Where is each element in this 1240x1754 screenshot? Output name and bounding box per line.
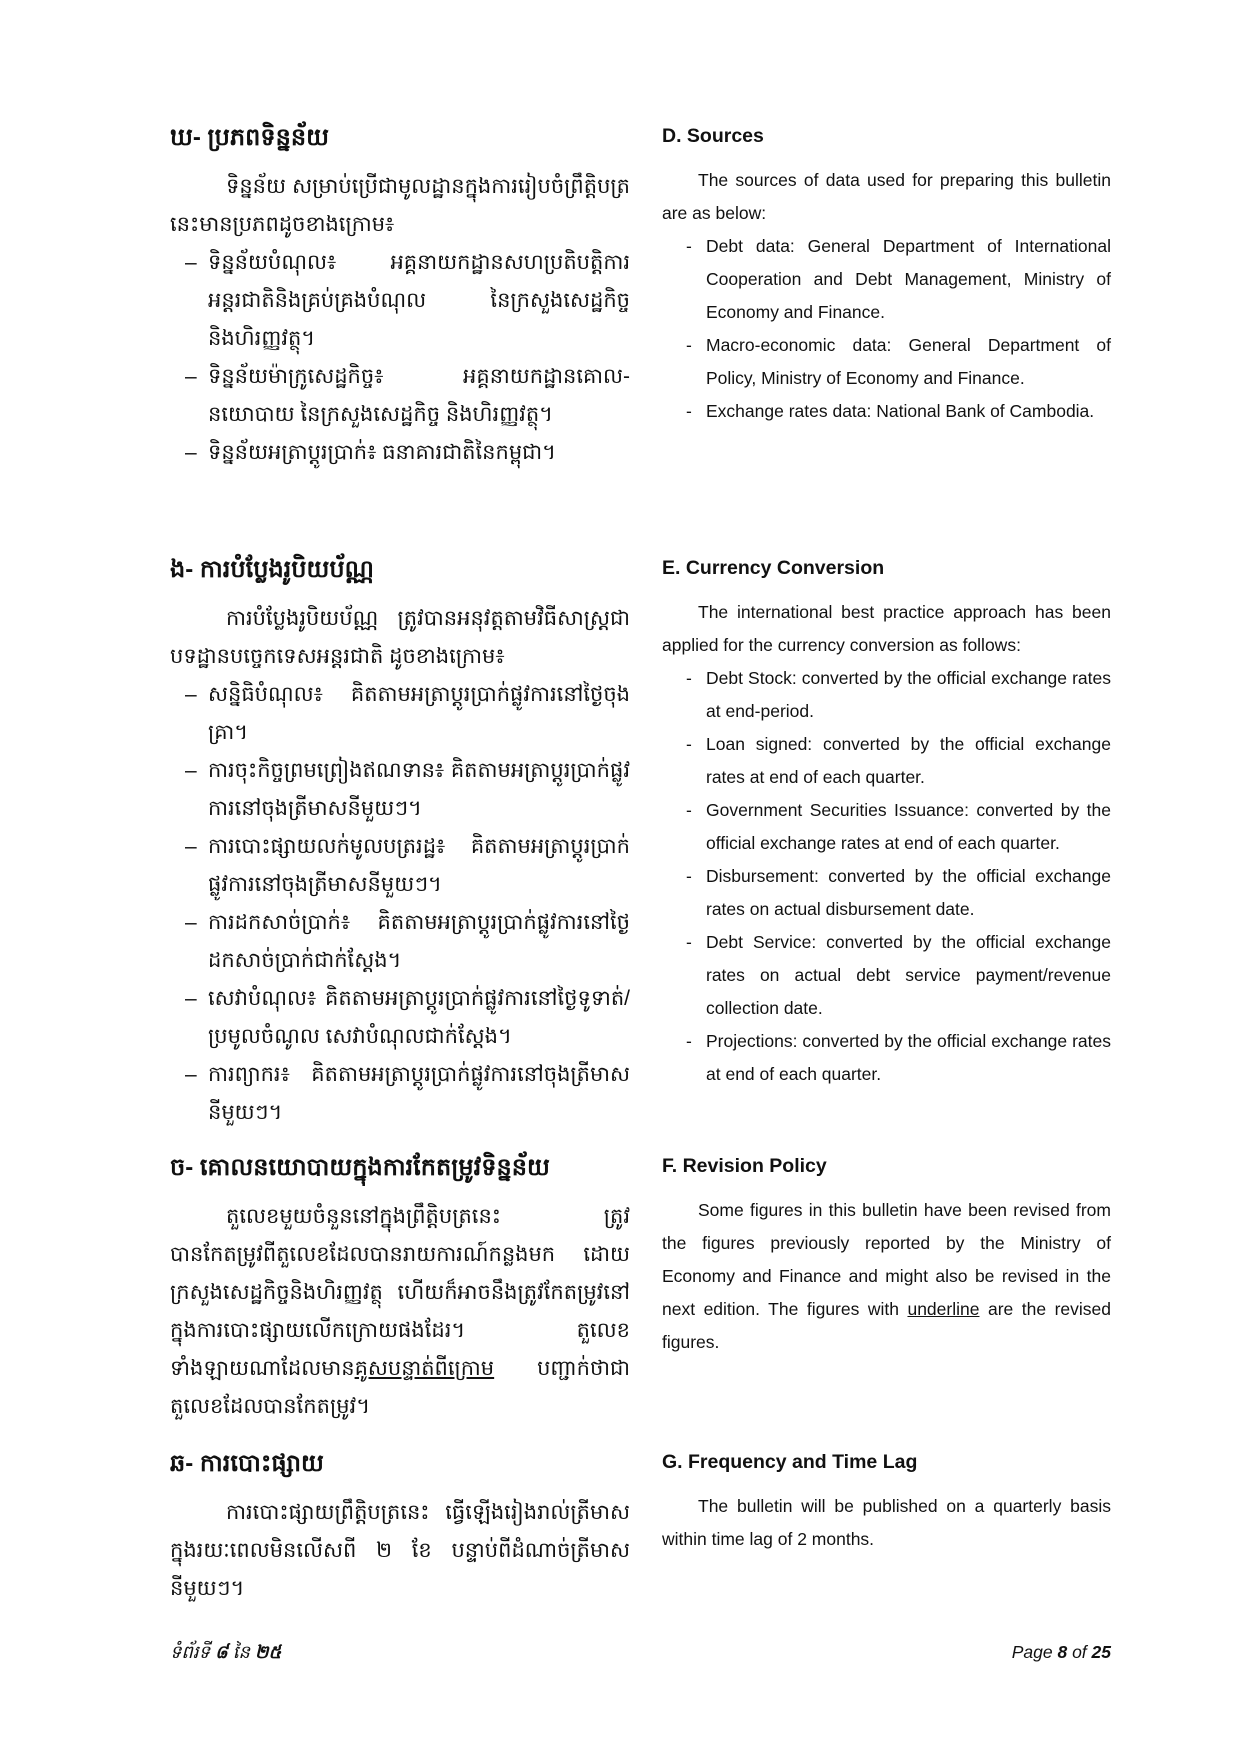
frequency-kh-heading: ឆ- ការបោះផ្សាយ [170, 1450, 324, 1477]
frequency-khmer-column [170, 1442, 630, 1608]
currency-kh-bullet-text: ការចុះកិច្ចព្រមព្រៀងឥណទាន៖ គិតតាមអត្រាប្តូរប្រាក់ផ្លូវការនៅចុងត្រីមាសនីមួយៗ។ [208, 759, 630, 820]
dash-marker: – [185, 1063, 197, 1086]
footer-en-label: Page [1011, 1642, 1058, 1662]
currency-en-bullet [662, 926, 1111, 1025]
dash-marker: - [686, 932, 692, 952]
dash-marker: – [185, 911, 197, 934]
dash-marker: - [686, 734, 692, 754]
dash-marker: – [185, 365, 197, 388]
revision-kh-body [170, 1198, 630, 1426]
sources-en-bullet [662, 329, 1111, 395]
currency-en-bullet-text: Disbursement: converted by the official exchange rates on actual disbursement date. [706, 866, 1111, 919]
currency-kh-bullet [170, 904, 630, 980]
sources-kh-bullet [170, 434, 630, 472]
footer-page-number-english [1012, 1642, 1111, 1663]
sources-en-bullet-text: Debt data: General Department of International Cooperation and Debt Management, Ministry of Economy and Finance. [706, 236, 1111, 322]
footer-kh-page-num: ៨ [215, 1642, 228, 1662]
currency-kh-bullet-text: សេវាបំណុល៖ គិតតាមអត្រាប្តូរប្រាក់ផ្លូវការនៅថ្ងៃទូទាត់/ប្រមូលចំណូល សេវាបំណុលជាក់ស្តែង។ [208, 987, 630, 1048]
dash-marker: - [686, 401, 692, 421]
currency-kh-heading: ង- ការបំប្លែងរូបិយប័ណ្ណ [170, 556, 374, 583]
sources-kh-bullet-text: ទិន្នន័យបំណុល៖ អគ្គនាយកដ្ឋានសហប្រតិបត្តិការអន្តរជាតិនិងគ្រប់គ្រងបំណុល នៃក្រសួងសេដ្ឋកិច្ចនិងហិរញ្ញវត្ថុ។ [208, 251, 630, 350]
page-footer [170, 1640, 1111, 1667]
revision-khmer-column [170, 1146, 630, 1426]
footer-kh-label: ទំព័រទី [170, 1642, 215, 1662]
frequency-en-heading: G. Frequency and Time Lag [662, 1451, 918, 1473]
sources-en-bullet-text: Macro-economic data: General Department of Policy, Ministry of Economy and Finance. [706, 335, 1111, 388]
currency-kh-bullet [170, 828, 630, 904]
dash-marker: – [185, 759, 197, 782]
sources-khmer-column [170, 116, 630, 472]
section-row-revision-policy [170, 1146, 1111, 1426]
currency-en-intro: The international best practice approach has been applied for the currency conversion as follows: [662, 602, 1111, 655]
currency-en-bullet-text: Loan signed: converted by the official exchange rates at end of each quarter. [706, 734, 1111, 787]
sources-en-intro: The sources of data used for preparing this bulletin are as below: [662, 170, 1111, 223]
dash-marker: – [185, 683, 197, 706]
frequency-kh-body: ការបោះផ្សាយព្រឹត្តិបត្រនេះ ធ្វើឡើងរៀងរាល់ត្រីមាស ក្នុងរយៈពេលមិនលើសពី ២ ខែ បន្ទាប់ពីដំណាច់ត្រីមាសនីមួយៗ។ [170, 1501, 630, 1600]
sources-kh-intro: ទិន្នន័យ សម្រាប់ប្រើជាមូលដ្ឋានក្នុងការរៀបចំព្រឹត្តិបត្រនេះមានប្រភពដូចខាងក្រោម៖ [170, 175, 630, 236]
dash-marker: - [686, 335, 692, 355]
revision-kh-heading: ច- គោលនយោបាយក្នុងការកែតម្រូវទិន្នន័យ [170, 1154, 550, 1181]
footer-en-page-num: 8 [1057, 1642, 1068, 1662]
sources-english-column [662, 116, 1111, 472]
footer-en-of-label: of [1067, 1642, 1092, 1662]
currency-kh-bullet [170, 676, 630, 752]
revision-kh-underlined-text: គូសបន្ទាត់ពីក្រោម [354, 1357, 495, 1380]
dash-marker: - [686, 866, 692, 886]
currency-kh-bullet-text: ការដកសាច់ប្រាក់៖ គិតតាមអត្រាប្តូរប្រាក់ផ្លូវការនៅថ្ងៃដកសាច់ប្រាក់ជាក់ស្តែង។ [208, 911, 630, 972]
footer-page-number-khmer [170, 1640, 281, 1667]
sources-en-bullet [662, 395, 1111, 428]
dash-marker: - [686, 236, 692, 256]
revision-en-body-after: are the revised figures. [662, 1299, 1111, 1352]
sources-kh-heading: ឃ- ប្រភពទិន្នន័យ [170, 124, 329, 151]
sources-kh-bullet-text: ទិន្នន័យម៉ាក្រូសេដ្ឋកិច្ច៖ អគ្គនាយកដ្ឋានគោល-នយោបាយ នៃក្រសួងសេដ្ឋកិច្ច និងហិរញ្ញវត្ថុ។ [208, 365, 630, 426]
footer-en-page-total: 25 [1091, 1642, 1111, 1662]
footer-kh-of-label: នៃ [227, 1642, 255, 1662]
footer-kh-page-total: ២៥ [254, 1642, 282, 1662]
currency-kh-intro: ការបំប្លែងរូបិយប័ណ្ណ ត្រូវបានអនុវត្តតាមវិធីសាស្ត្រជាបទដ្ឋានបច្ចេកទេសអន្តរជាតិ ដូចខាងក្រោម៖ [170, 607, 630, 668]
revision-en-heading: F. Revision Policy [662, 1155, 827, 1177]
currency-en-bullet [662, 662, 1111, 728]
sources-en-bullet-text: Exchange rates data: National Bank of Cambodia. [706, 401, 1095, 421]
sources-kh-bullet [170, 358, 630, 434]
currency-en-bullet [662, 1025, 1111, 1091]
section-row-currency-conversion [170, 548, 1111, 1132]
currency-en-heading: E. Currency Conversion [662, 557, 885, 579]
revision-english-column [662, 1146, 1111, 1426]
currency-en-bullet [662, 860, 1111, 926]
sources-kh-bullet [170, 244, 630, 358]
revision-en-body [662, 1194, 1111, 1359]
frequency-english-column [662, 1442, 1111, 1608]
currency-en-bullet-text: Debt Service: converted by the official exchange rates on actual debt service payment/revenue collection date. [706, 932, 1111, 1018]
currency-en-bullet [662, 794, 1111, 860]
sources-en-heading: D. Sources [662, 125, 764, 147]
dash-marker: – [185, 251, 197, 274]
revision-kh-body-after: បញ្ជាក់ថាជាតួលេខដែលបានកែតម្រូវ។ [170, 1357, 630, 1418]
sources-en-bullet [662, 230, 1111, 329]
currency-kh-bullet [170, 1056, 630, 1132]
currency-kh-bullet-text: សន្និធិបំណុល៖ គិតតាមអត្រាប្តូរប្រាក់ផ្លូវការនៅថ្ងៃចុងគ្រា។ [208, 683, 630, 744]
section-row-sources [170, 116, 1111, 472]
currency-en-bullet [662, 728, 1111, 794]
currency-english-column [662, 548, 1111, 1132]
currency-kh-bullet-text: ការបោះផ្សាយលក់មូលបត្ររដ្ឋ៖ គិតតាមអត្រាប្តូរប្រាក់ផ្លូវការនៅចុងត្រីមាសនីមួយៗ។ [208, 835, 630, 896]
revision-en-underlined-text: underline [907, 1299, 980, 1319]
dash-marker: – [185, 987, 197, 1010]
currency-kh-bullet-text: ការព្យាករ៖ គិតតាមអត្រាប្តូរប្រាក់ផ្លូវការនៅចុងត្រីមាសនីមួយៗ។ [208, 1063, 630, 1124]
dash-marker: - [686, 800, 692, 820]
currency-khmer-column [170, 548, 630, 1132]
dash-marker: - [686, 668, 692, 688]
currency-en-bullet-text: Projections: converted by the official exchange rates at end of each quarter. [706, 1031, 1111, 1084]
currency-en-bullet-text: Debt Stock: converted by the official exchange rates at end-period. [706, 668, 1111, 721]
sources-kh-bullet-text: ទិន្នន័យអត្រាប្តូរប្រាក់៖ ធនាគារជាតិនៃកម្ពុជា។ [208, 441, 557, 464]
revision-en-body-before: Some figures in this bulletin have been revised from the figures previously reported by the Ministry of Economy and Finance and might also be revised in the next edition. The figures with [662, 1200, 1111, 1319]
dash-marker: – [185, 441, 197, 464]
revision-kh-body-before: តួលេខមួយចំនួននៅក្នុងព្រឹត្តិបត្រនេះ ត្រូវបានកែតម្រូវពីតួលេខដែលបានរាយការណ៍កន្លងមក ដោយក្រសួងសេដ្ឋកិច្ចនិងហិរញ្ញវត្ថុ ហើយក៏អាចនឹងត្រូវកែតម្រូវនៅក្នុងការបោះផ្សាយលើកក្រោយផងដែរ។ តួលេខទាំងឡាយណាដែលមាន [170, 1205, 630, 1380]
dash-marker: - [686, 1031, 692, 1051]
currency-en-bullet-text: Government Securities Issuance: converted by the official exchange rates at end of each quarter. [706, 800, 1111, 853]
section-row-frequency [170, 1442, 1111, 1608]
currency-kh-bullet [170, 980, 630, 1056]
dash-marker: – [185, 835, 197, 858]
frequency-en-body: The bulletin will be published on a quarterly basis within time lag of 2 months. [662, 1496, 1111, 1549]
currency-kh-bullet [170, 752, 630, 828]
